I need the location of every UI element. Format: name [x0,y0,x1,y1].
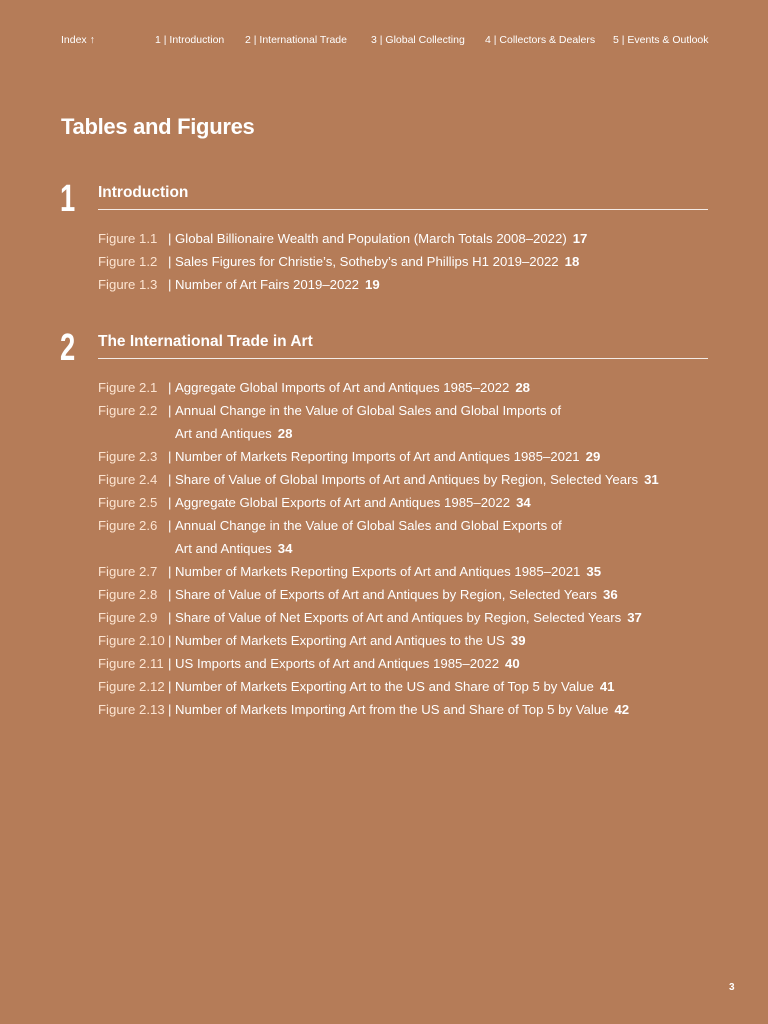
figure-title: Aggregate Global Exports of Art and Antiques 1985–2022 [175,495,511,510]
figure-title: Annual Change in the Value of Global Sales and Global Imports of [175,403,562,418]
figure-page: 34 [277,541,293,556]
figure-page: 39 [510,633,526,648]
figure-page: 34 [516,495,531,510]
figure-entry[interactable] [0,227,768,250]
figure-title: Number of Markets Importing Art from the US and Share of Top 5 by Value [175,702,609,717]
figure-title-wrap [175,227,587,250]
figure-label: Figure 2.2 [98,403,158,418]
figure-page: 36 [603,587,618,602]
section-divider [98,358,708,359]
figure-title-wrap [175,675,614,698]
figure-title-wrap [175,273,380,296]
figure-label: Figure 2.11 [98,656,164,671]
figure-label: Figure 2.7 [98,564,158,579]
figure-title-wrap [175,491,531,514]
figure-label: Figure 1.2 [98,254,158,269]
figure-title-wrap [175,376,530,399]
figure-page: 28 [515,380,530,395]
figure-page: 19 [365,277,380,292]
figure-title: Number of Markets Reporting Exports of Art and Antiques 1985–2021 [175,564,581,579]
figure-title-continued-wrap [175,422,292,445]
figure-title: Number of Art Fairs 2019–2022 [175,277,359,292]
figure-label: Figure 2.5 [98,495,158,510]
figure-title: Number of Markets Exporting Art and Antiques to the US [175,633,505,648]
figure-title-wrap [175,514,562,537]
figure-page: 31 [644,472,659,487]
section-divider [98,209,708,210]
separator: | [168,231,172,246]
figure-entry[interactable] [0,652,768,675]
separator: | [168,254,172,269]
section-number: 2 [60,327,76,369]
figure-label: Figure 2.12 [98,679,165,694]
page-title: Tables and Figures [61,114,255,139]
figure-entry[interactable] [0,606,768,629]
figure-entry[interactable] [0,273,768,296]
separator: | [168,702,172,717]
figure-title: Sales Figures for Christie’s, Sotheby’s and Phillips H1 2019–2022 [175,254,559,269]
separator: | [168,518,172,533]
figure-entry[interactable] [0,514,768,556]
figure-label: Figure 2.13 [98,702,165,717]
figure-title: Number of Markets Exporting Art to the US and Share of Top 5 by Value [175,679,594,694]
figure-entry[interactable] [0,468,768,491]
figure-page: 42 [614,702,630,717]
separator: | [168,495,172,510]
figure-title: Share of Value of Exports of Art and Antiques by Region, Selected Years [175,587,598,602]
figure-page: 18 [564,254,580,269]
separator: | [168,403,172,418]
section-title: The International Trade in Art [98,333,313,350]
section-title: Introduction [98,184,189,201]
figure-title-wrap [175,606,642,629]
figure-title-continued-wrap [175,537,292,560]
figure-title-wrap [175,698,629,721]
figure-entry[interactable] [0,629,768,652]
nav-events-outlook[interactable]: 5 | Events & Outlook [613,34,709,46]
separator: | [168,449,172,464]
figure-title: Share of Value of Global Imports of Art and Antiques by Region, Selected Years [175,472,639,487]
figure-title-wrap [175,583,618,606]
figure-title: Global Billionaire Wealth and Population (March Totals 2008–2022) [175,231,567,246]
figure-entry[interactable] [0,675,768,698]
figure-label: Figure 2.8 [98,587,158,602]
figure-entry[interactable] [0,445,768,468]
figure-page: 35 [586,564,602,579]
nav-index-link[interactable]: Index ↑ [61,34,95,46]
figure-title-wrap [175,629,526,652]
figure-title: Share of Value of Net Exports of Art and Antiques by Region, Selected Years [175,610,622,625]
separator: | [168,656,172,671]
figure-entry[interactable] [0,560,768,583]
page-number: 3 [729,982,735,993]
separator: | [168,564,172,579]
figure-title-continued: Art and Antiques [175,541,272,556]
nav-collectors-dealers[interactable]: 4 | Collectors & Dealers [485,34,596,46]
nav-international-trade[interactable]: 2 | International Trade [245,34,347,46]
figure-entry[interactable] [0,491,768,514]
figure-title-wrap [175,560,601,583]
nav-introduction[interactable]: 1 | Introduction [155,34,225,46]
figure-title: Annual Change in the Value of Global Sales and Global Exports of [175,518,562,533]
figure-title-wrap [175,468,659,491]
figure-entry[interactable] [0,376,768,399]
figure-entry[interactable] [0,399,768,441]
figure-title-wrap [175,250,579,273]
figure-title-continued: Art and Antiques [175,426,272,441]
figure-title: Aggregate Global Imports of Art and Antiques 1985–2022 [175,380,510,395]
figure-title: US Imports and Exports of Art and Antiques 1985–2022 [175,656,500,671]
figure-title-wrap [175,445,600,468]
separator: | [168,610,172,625]
figure-label: Figure 1.3 [98,277,158,292]
figure-label: Figure 2.4 [98,472,158,487]
separator: | [168,277,172,292]
figure-page: 28 [277,426,293,441]
figure-page: 41 [599,679,615,694]
figure-label: Figure 2.6 [98,518,158,533]
top-navigation [0,34,768,50]
section-number: 1 [60,178,76,220]
figure-label: Figure 2.1 [98,380,158,395]
figure-label: Figure 2.10 [98,633,165,648]
figure-entry[interactable] [0,250,768,273]
arrow-up-icon: ↑ [89,34,95,46]
figure-title: Number of Markets Reporting Imports of Art and Antiques 1985–2021 [175,449,580,464]
separator: | [168,679,172,694]
figure-page: 17 [572,231,588,246]
figure-label: Figure 2.3 [98,449,158,464]
figure-title-wrap [175,399,561,422]
figure-title-wrap [175,652,520,675]
figure-page: 40 [505,656,520,671]
figure-label: Figure 1.1 [98,231,158,246]
figure-label: Figure 2.9 [98,610,158,625]
separator: | [168,587,172,602]
figure-entry[interactable] [0,698,768,721]
separator: | [168,633,172,648]
figure-page: 37 [627,610,642,625]
nav-global-collecting[interactable]: 3 | Global Collecting [371,34,465,46]
separator: | [168,472,172,487]
figure-page: 29 [585,449,601,464]
figure-entry[interactable] [0,583,768,606]
separator: | [168,380,172,395]
